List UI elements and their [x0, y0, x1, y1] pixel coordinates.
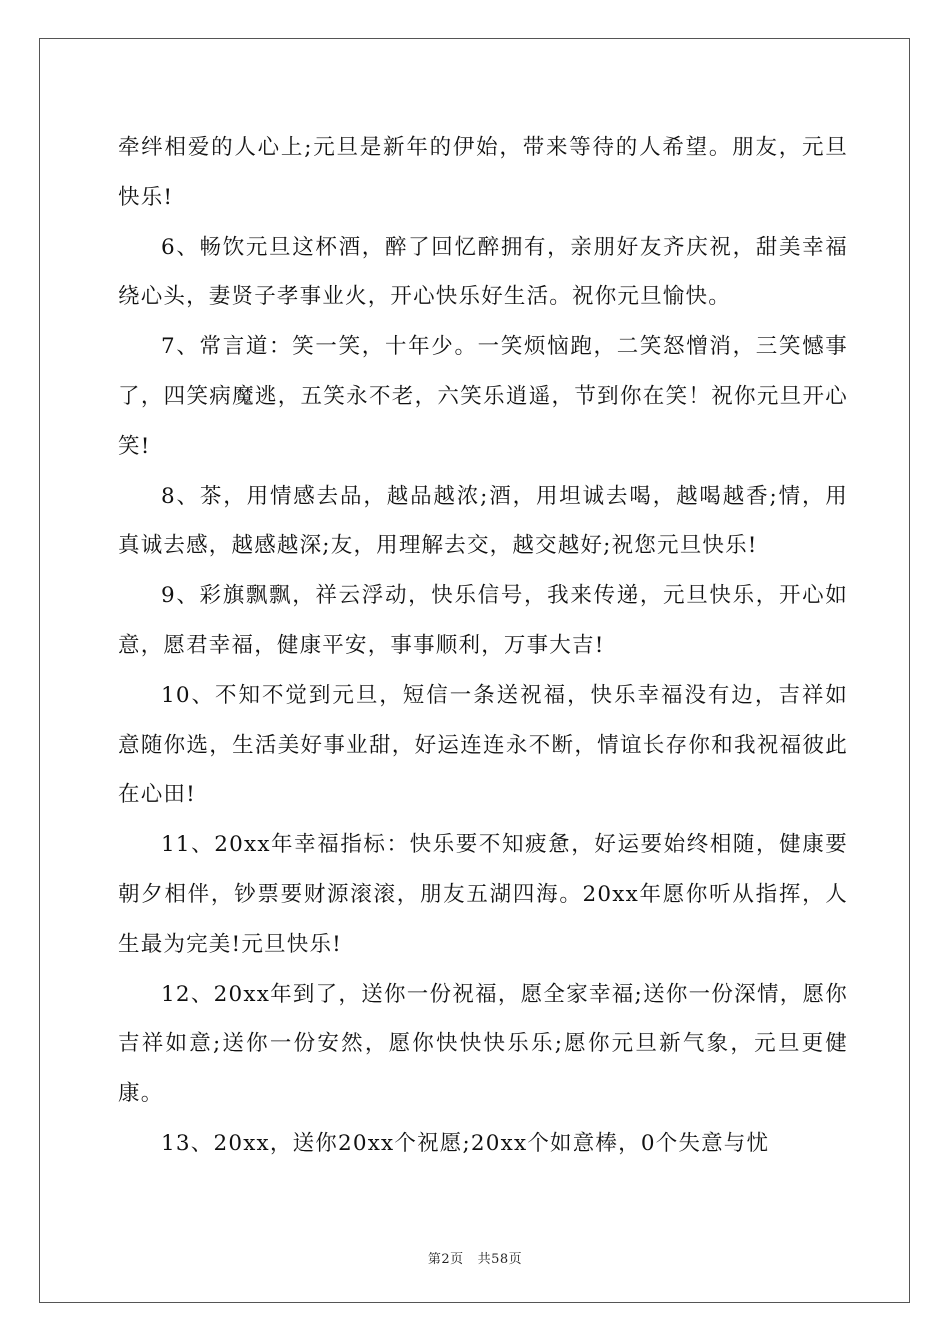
- document-body: [118, 123, 848, 1169]
- page-number: 第2页: [427, 1252, 464, 1267]
- paragraph-continued: 牵绊相爱的人心上;元旦是新年的伊始，带来等待的人希望。朋友，元旦快乐!: [118, 135, 848, 210]
- paragraph-10: 10、不知不觉到元旦，短信一条送祝福，快乐幸福没有边，吉祥如意随你选，生活美好事业甜，好运连连永不断，情谊长存你和我祝福彼此在心田!: [118, 682, 848, 808]
- page-footer: [0, 1248, 950, 1267]
- paragraph-11: 11、20xx年幸福指标：快乐要不知疲惫，好运要始终相随，健康要朝夕相伴，钞票要财源滚滚，朋友五湖四海。20xx年愿你听从指挥，人生最为完美!元旦快乐!: [118, 832, 848, 957]
- paragraph-6: 6、畅饮元旦这杯酒，醉了回忆醉拥有，亲朋好友齐庆祝，甜美幸福绕心头，妻贤子孝事业火，开心快乐好生活。祝你元旦愉快。: [118, 234, 848, 310]
- paragraph-8: 8、茶，用情感去品，越品越浓;酒，用坦诚去喝，越喝越香;情，用真诚去感，越感越深;友，用理解去交，越交越好;祝您元旦快乐!: [118, 483, 848, 559]
- paragraph-7: 7、常言道：笑一笑，十年少。一笑烦恼跑，二笑怒憎消，三笑憾事了，四笑病魔逃，五笑永不老，六笑乐逍遥，节到你在笑！祝你元旦开心笑!: [118, 334, 848, 459]
- total-pages: 共58页: [477, 1252, 523, 1267]
- paragraph-9: 9、彩旗飘飘，祥云浮动，快乐信号，我来传递，元旦快乐，开心如意，愿君幸福，健康平安，事事顺利，万事大吉!: [118, 583, 848, 658]
- paragraph-13: 13、20xx，送你20xx个祝愿;20xx个如意棒，0个失意与忧: [161, 1130, 770, 1156]
- paragraph-12: 12、20xx年到了，送你一份祝福，愿全家幸福;送你一份深情，愿你吉祥如意;送你一份安然，愿你快快快乐乐;愿你元旦新气象，元旦更健康。: [118, 981, 848, 1107]
